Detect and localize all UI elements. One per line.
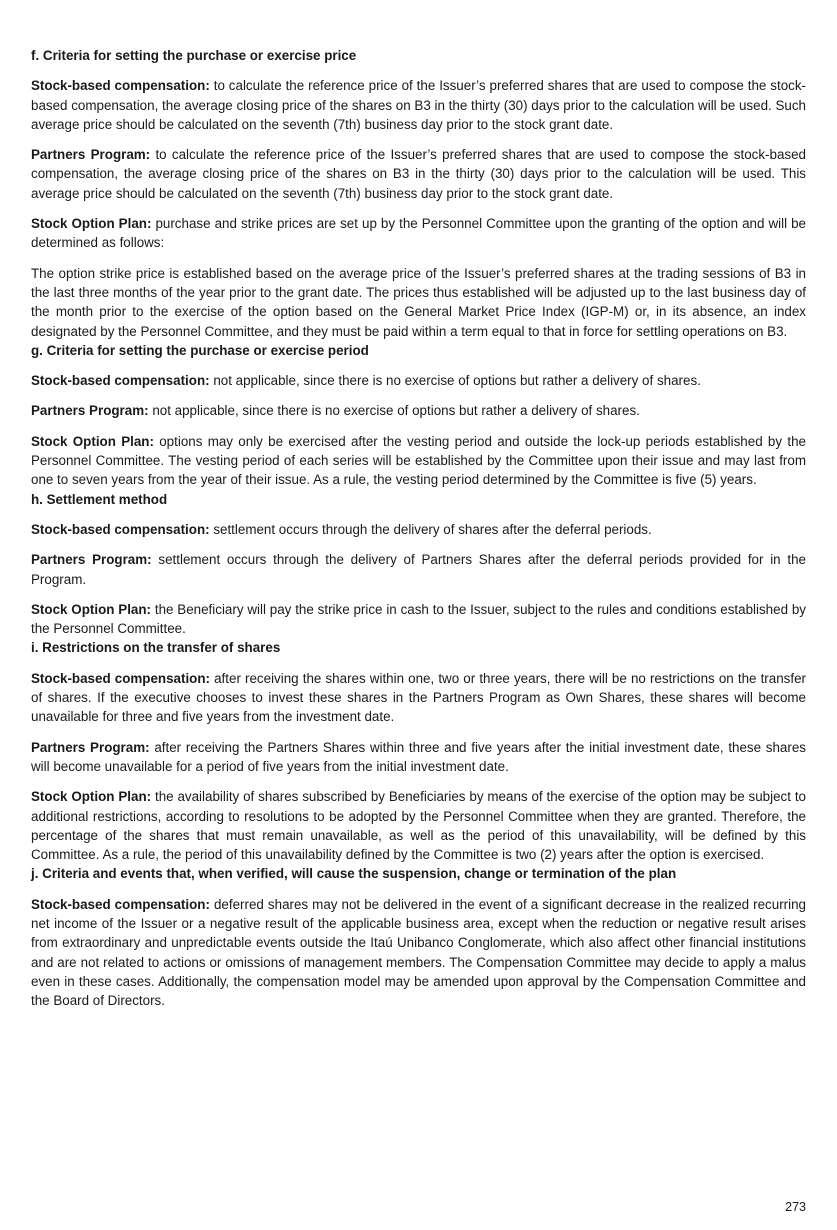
- paragraph: [31, 264, 806, 341]
- paragraph-text: to calculate the reference price of the Issuer’s preferred shares that are used to compose the stock-based compensation, the average closing price of the shares on B3 in the thirty (30) days prior to the calculation will be used. This average price should be calculated on the seventh (7th) business day prior to the stock grant date.: [31, 147, 806, 201]
- paragraph: [31, 214, 806, 253]
- section-heading: g. Criteria for setting the purchase or exercise period: [31, 342, 369, 358]
- paragraph-label: Stock Option Plan:: [31, 216, 152, 232]
- paragraph: [31, 787, 806, 864]
- paragraph-text: deferred shares may not be delivered in the event of a significant decrease in the realized recurring net income of the Issuer or a negative result of the applicable business area, except when the reduction or negative result arises from extraordinary and unpredictable events outside the Itaú Unibanco Conglomerate, which also affect other financial institutions and are not related to actions or omissions of management members. The Compensation Committee may decide to apply a malus even in these cases. Additionally, the compensation model may be amended upon approval by the Compensation Committee and the Board of Directors.: [31, 896, 806, 1009]
- paragraph-label: Stock Option Plan:: [31, 601, 151, 617]
- paragraph: [31, 520, 806, 539]
- document-body: [31, 46, 806, 1010]
- paragraph-label: Stock Option Plan:: [31, 433, 154, 449]
- paragraph-text: settlement occurs through the delivery of Partners Shares after the deferral periods provided for in the Program.: [31, 552, 806, 587]
- paragraph-text: not applicable, since there is no exercise of options but rather a delivery of shares.: [152, 403, 640, 419]
- section-heading: h. Settlement method: [31, 491, 168, 507]
- paragraph: [31, 371, 806, 390]
- paragraph-text: the availability of shares subscribed by Beneficiaries by means of the exercise of the option may be subject to additional restrictions, according to resolutions to be adopted by the Personnel Committee when they are granted. Therefore, the percentage of the shares that must remain unavailable, as well as the period of this unavailability, will be defined by this Committee. As a rule, the period of this unavailability defined by the Committee is two (2) years after the option is exercised.: [31, 789, 806, 863]
- paragraph-label: Partners Program:: [31, 147, 151, 163]
- paragraph-label: Stock-based compensation:: [31, 521, 210, 537]
- document-section: [31, 864, 806, 1010]
- paragraph-label: Stock-based compensation:: [31, 670, 210, 686]
- paragraph-label: Partners Program:: [31, 403, 149, 419]
- document-section: [31, 46, 806, 341]
- document-section: [31, 341, 806, 490]
- paragraph-text: after receiving the shares within one, two or three years, there will be no restrictions on the transfer of shares. If the executive chooses to invest these shares in the Partners Program as Own Shares, these shares will become unavailable for three and five years from the investment date.: [31, 670, 806, 725]
- paragraph: [31, 550, 806, 589]
- paragraph-text: not applicable, since there is no exercise of options but rather a delivery of shares.: [213, 373, 701, 389]
- paragraph-label: Partners Program:: [31, 739, 150, 755]
- paragraph-text: purchase and strike prices are set up by the Personnel Committee upon the granting of the option and will be determined as follows:: [31, 216, 806, 251]
- paragraph-label: Stock Option Plan:: [31, 789, 152, 805]
- paragraph-text: options may only be exercised after the vesting period and outside the lock-up periods established by the Personnel Committee. The vesting period of each series will be established by the Committee upon their issue and may last from one to seven years from the year of their issue. As a rule, the vesting period determined by the Committee is five (5) years.: [31, 433, 806, 488]
- page-number: 273: [785, 1200, 806, 1214]
- document-section: [31, 638, 806, 864]
- paragraph: [31, 76, 806, 134]
- paragraph: [31, 401, 806, 420]
- paragraph: [31, 669, 806, 727]
- paragraph-text: the Beneficiary will pay the strike price in cash to the Issuer, subject to the rules and conditions established by the Personnel Committee.: [31, 601, 806, 637]
- paragraph: [31, 600, 806, 639]
- paragraph: [31, 895, 806, 1011]
- paragraph-label: Stock-based compensation:: [31, 373, 210, 389]
- paragraph-text: after receiving the Partners Shares within three and five years after the initial investment date, these shares will become unavailable for a period of five years from the initial investment date.: [31, 739, 806, 774]
- section-heading: j. Criteria and events that, when verified, will cause the suspension, change or termination of the plan: [31, 866, 677, 882]
- paragraph-label: Stock-based compensation:: [31, 896, 210, 912]
- paragraph-label: Stock-based compensation:: [31, 78, 210, 94]
- paragraph: [31, 738, 806, 777]
- paragraph-text: The option strike price is established based on the average price of the Issuer’s preferred shares at the trading sessions of B3 in the last three months of the year prior to the grant date. The prices thus established will be adjusted up to the last business day of the month prior to the exercise of the option based on the General Market Price Index (IGP-M) or, in its absence, an index designated by the Personnel Committee, and they must be paid within a term equal to that in force for settling operations on B3.: [31, 265, 806, 339]
- paragraph: [31, 432, 806, 490]
- paragraph: [31, 145, 806, 203]
- paragraph-text: settlement occurs through the delivery of shares after the deferral periods.: [213, 521, 652, 537]
- section-heading: i. Restrictions on the transfer of shares: [31, 640, 281, 656]
- paragraph-label: Partners Program:: [31, 552, 152, 568]
- paragraph-text: to calculate the reference price of the Issuer’s preferred shares that are used to compose the stock-based compensation, the average closing price of the shares on B3 in the thirty (30) days prior to the calculation will be used. Such average price should be calculated on the seventh (7th) business day prior to the stock grant date.: [31, 78, 806, 132]
- section-heading: f. Criteria for setting the purchase or exercise price: [31, 48, 357, 63]
- document-section: [31, 490, 806, 639]
